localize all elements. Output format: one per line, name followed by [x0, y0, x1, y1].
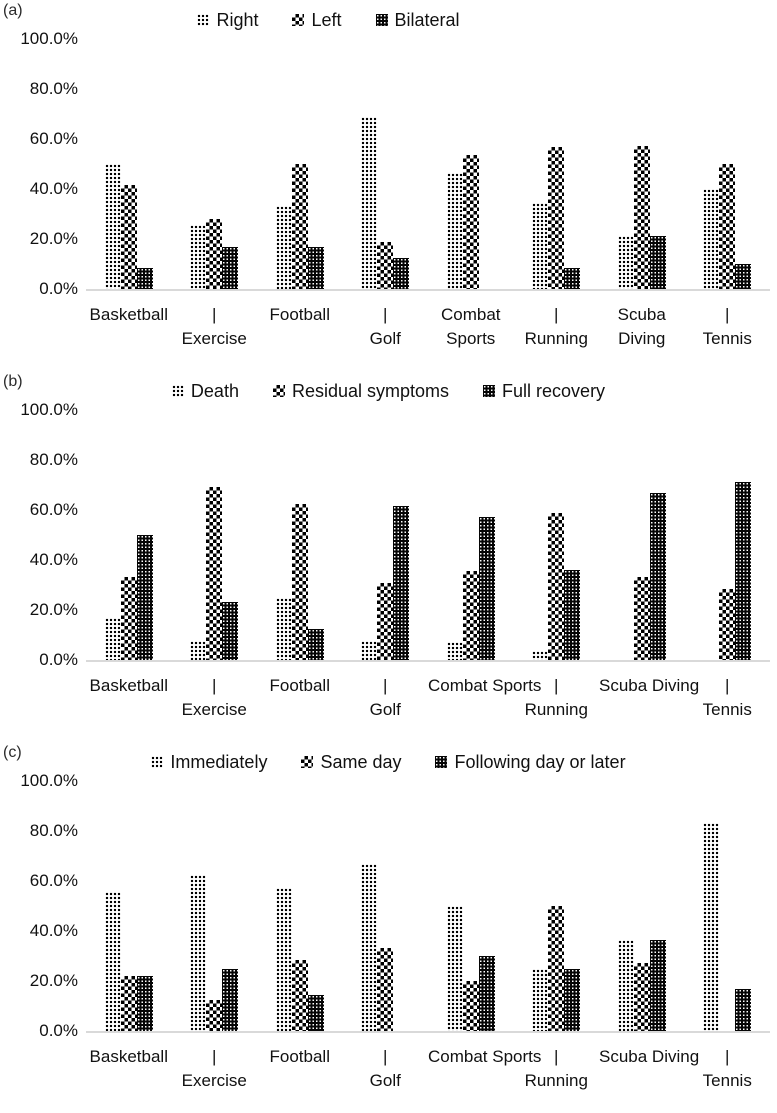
x-tick-line1: Basketball: [89, 1047, 168, 1066]
plot-bars: [86, 781, 770, 1031]
bar-group-golf: [343, 117, 429, 289]
bar: [703, 189, 719, 289]
x-tick-line2: Exercise: [181, 1071, 247, 1090]
bar-group-golf: [343, 864, 429, 1031]
bar: [479, 517, 495, 660]
bar: [650, 493, 666, 660]
legend-label: Full recovery: [502, 380, 606, 401]
bar: [393, 258, 409, 289]
legend-label: Following day or later: [454, 751, 626, 772]
y-tick-label: 40.0%: [29, 921, 78, 940]
bar: [222, 247, 238, 289]
x-tick-line1: |: [554, 1047, 559, 1066]
legend-item: [435, 752, 625, 773]
x-tick-line1: Combat Sports: [428, 676, 542, 695]
y-tick-label: 20.0%: [29, 600, 78, 619]
dotted-swatch-icon: [172, 385, 184, 397]
x-tick-column: [514, 674, 600, 722]
panel-label: (b): [3, 373, 23, 390]
x-tick-line1: |: [383, 1047, 388, 1066]
bar-group-basketball: [86, 164, 172, 289]
x-tick-line1: |: [383, 676, 388, 695]
bar: [650, 940, 666, 1031]
dark-grid-swatch-icon: [483, 385, 495, 397]
y-tick-label: 0.0%: [39, 1021, 78, 1040]
x-tick-line1: |: [725, 1047, 730, 1066]
y-axis: [0, 29, 86, 298]
x-tick-line1: Scuba: [617, 305, 666, 324]
x-tick-line2: Sports: [446, 329, 496, 348]
y-tick-label: 60.0%: [29, 129, 78, 148]
x-tick-line2: Running: [524, 700, 588, 719]
x-tick-column: [599, 674, 700, 722]
bar: [719, 164, 735, 289]
y-tick-label: 60.0%: [29, 871, 78, 890]
bar: [447, 906, 463, 1031]
legend-item: [151, 752, 267, 773]
bar-group-combat-sports: [428, 155, 514, 289]
legend-item: [197, 10, 258, 31]
x-tick-line1: Football: [269, 305, 330, 324]
x-tick-line1: Scuba Diving: [599, 1047, 700, 1066]
x-tick-line1: |: [383, 305, 388, 324]
x-tick-column: [172, 303, 258, 351]
bar: [190, 875, 206, 1031]
bar-group-tennis: [685, 164, 771, 289]
bar: [532, 651, 548, 661]
y-tick-label: 20.0%: [29, 971, 78, 990]
x-axis-labels: [86, 303, 770, 351]
plot-row: [0, 771, 777, 1040]
dotted-swatch-icon: [197, 14, 209, 26]
x-tick-line2: Golf: [369, 700, 401, 719]
bar: [719, 589, 735, 661]
plot-row: [0, 29, 777, 298]
x-tick-column: [599, 1045, 700, 1093]
bar: [618, 940, 634, 1031]
plot-area: [86, 39, 770, 291]
dark-grid-swatch-icon: [376, 14, 388, 26]
bar: [618, 236, 634, 290]
x-tick-column: [86, 1045, 172, 1093]
bar: [292, 504, 308, 660]
bar: [308, 247, 324, 289]
x-tick-column: [343, 674, 429, 722]
bar: [703, 823, 719, 1031]
x-tick-column: [257, 303, 343, 351]
x-tick-column: [428, 1045, 542, 1093]
y-axis: [0, 400, 86, 669]
y-tick-label: 100.0%: [20, 400, 78, 419]
x-axis-labels: [86, 1045, 770, 1093]
x-tick-column: [257, 1045, 343, 1093]
legend-item: [301, 752, 401, 773]
checkerboard-swatch-icon: [273, 385, 285, 397]
bar: [463, 155, 479, 289]
dotted-swatch-icon: [151, 756, 163, 768]
x-tick-line1: Combat: [440, 305, 501, 324]
checkerboard-swatch-icon: [292, 14, 304, 26]
x-tick-line2: Tennis: [702, 329, 752, 348]
x-tick-line2: Running: [524, 329, 588, 348]
bar-group-running: [514, 513, 600, 661]
bar-group-basketball: [86, 535, 172, 660]
bar: [121, 976, 137, 1032]
bar-group-football: [257, 888, 343, 1031]
bar: [276, 888, 292, 1031]
bar: [393, 506, 409, 660]
bar: [463, 981, 479, 1031]
y-tick-label: 20.0%: [29, 229, 78, 248]
bar: [548, 513, 564, 661]
legend: [0, 371, 777, 403]
bar-group-combat-sports: [428, 517, 514, 660]
bar: [121, 577, 137, 660]
bar: [377, 583, 393, 660]
bar-group-football: [257, 504, 343, 660]
bar-group-scuba-diving: [599, 940, 685, 1031]
bar: [105, 164, 121, 289]
x-tick-column: [257, 674, 343, 722]
plot-bars: [86, 39, 770, 289]
x-tick-column: [599, 303, 685, 351]
legend-item: [483, 381, 605, 402]
bar: [377, 242, 393, 289]
bar: [548, 906, 564, 1031]
x-tick-line1: |: [554, 305, 559, 324]
x-tick-column: [514, 303, 600, 351]
x-tick-line2: Running: [524, 1071, 588, 1090]
legend-label: Residual symptoms: [291, 380, 450, 401]
x-tick-line1: Scuba Diving: [599, 676, 700, 695]
x-tick-column: [172, 1045, 258, 1093]
y-tick-label: 60.0%: [29, 500, 78, 519]
bar: [463, 571, 479, 660]
x-tick-column: [428, 674, 542, 722]
plot-area: [86, 781, 770, 1033]
x-tick-line2: Exercise: [181, 329, 247, 348]
legend-label: Right: [216, 9, 259, 30]
bar: [634, 146, 650, 289]
bar: [222, 969, 238, 1032]
bar: [222, 602, 238, 660]
bar: [206, 1000, 222, 1031]
bar: [292, 960, 308, 1032]
y-tick-label: 100.0%: [20, 29, 78, 48]
x-tick-column: [343, 1045, 429, 1093]
x-tick-column: [86, 303, 172, 351]
bar-group-running: [514, 906, 600, 1031]
bar: [121, 185, 137, 289]
x-tick-line1: Combat Sports: [428, 1047, 542, 1066]
bar: [292, 164, 308, 289]
y-tick-label: 40.0%: [29, 550, 78, 569]
legend-label: Same day: [320, 751, 402, 772]
bar-group-exercise: [172, 875, 258, 1031]
x-axis-labels: [86, 674, 770, 722]
x-tick-line2: Golf: [369, 329, 401, 348]
plot-area: [86, 410, 770, 662]
bar: [190, 225, 206, 289]
plot-row: [0, 400, 777, 669]
bar: [361, 864, 377, 1031]
bar-group-tennis: [685, 823, 771, 1031]
bar: [308, 995, 324, 1031]
bar-group-running: [514, 147, 600, 289]
bar-group-golf: [343, 506, 429, 660]
x-tick-line1: |: [212, 1047, 217, 1066]
x-tick-line2: Golf: [369, 1071, 401, 1090]
x-tick-line2: Tennis: [702, 700, 752, 719]
bar: [634, 963, 650, 1031]
x-tick-line1: |: [212, 305, 217, 324]
bar-group-combat-sports: [428, 906, 514, 1031]
x-tick-column: [514, 1045, 600, 1093]
x-tick-column: [685, 1045, 771, 1093]
panel-label: (a): [3, 2, 23, 19]
bar: [105, 618, 121, 660]
bar-group-tennis: [685, 482, 771, 661]
legend-label: Death: [190, 380, 239, 401]
legend: [0, 742, 777, 774]
y-tick-label: 0.0%: [39, 650, 78, 669]
legend-item: [172, 381, 239, 402]
x-tick-column: [172, 674, 258, 722]
legend-item: [273, 381, 449, 402]
bar: [564, 969, 580, 1032]
bar: [190, 641, 206, 660]
bar: [276, 598, 292, 661]
legend-item: [292, 10, 341, 31]
x-tick-column: [685, 674, 771, 722]
bar: [532, 203, 548, 289]
legend: [0, 0, 777, 32]
bar: [137, 976, 153, 1032]
bar-group-football: [257, 164, 343, 289]
y-axis: [0, 771, 86, 1040]
y-tick-label: 100.0%: [20, 771, 78, 790]
bar: [735, 264, 751, 289]
bar-group-scuba-diving: [599, 493, 685, 660]
bar: [532, 969, 548, 1032]
bar: [447, 642, 463, 660]
legend-label: Bilateral: [394, 9, 460, 30]
bar: [479, 956, 495, 1031]
bar: [137, 535, 153, 660]
y-tick-label: 80.0%: [29, 821, 78, 840]
bar: [548, 147, 564, 289]
bar-group-exercise: [172, 487, 258, 660]
bar: [206, 219, 222, 290]
y-tick-label: 80.0%: [29, 79, 78, 98]
bar: [650, 236, 666, 290]
bar: [308, 629, 324, 660]
x-tick-line1: Football: [269, 676, 330, 695]
bar: [634, 577, 650, 660]
legend-label: Immediately: [170, 751, 268, 772]
x-tick-line1: Basketball: [89, 305, 168, 324]
bar: [447, 173, 463, 289]
bar: [105, 892, 121, 1031]
checkerboard-swatch-icon: [301, 756, 313, 768]
x-tick-line1: |: [554, 676, 559, 695]
x-tick-line1: |: [725, 305, 730, 324]
x-tick-line1: |: [212, 676, 217, 695]
bar-group-exercise: [172, 219, 258, 290]
panel-label: (c): [3, 744, 22, 761]
x-tick-column: [685, 303, 771, 351]
bar-group-basketball: [86, 892, 172, 1031]
y-tick-label: 0.0%: [39, 279, 78, 298]
bar-group-scuba-diving: [599, 146, 685, 289]
chart-panel-a: [0, 0, 777, 371]
bar: [276, 206, 292, 289]
bar: [564, 268, 580, 290]
x-tick-line2: Diving: [618, 329, 666, 348]
bar: [361, 117, 377, 289]
y-tick-label: 40.0%: [29, 179, 78, 198]
legend-item: [376, 10, 460, 31]
bar: [735, 989, 751, 1031]
x-tick-line1: Basketball: [89, 676, 168, 695]
bar: [206, 487, 222, 660]
x-tick-line1: Football: [269, 1047, 330, 1066]
bar: [735, 482, 751, 661]
x-tick-column: [86, 674, 172, 722]
y-tick-label: 80.0%: [29, 450, 78, 469]
bar: [137, 268, 153, 289]
x-tick-line1: |: [725, 676, 730, 695]
plot-bars: [86, 410, 770, 660]
legend-label: Left: [311, 9, 342, 30]
chart-panel-b: [0, 371, 777, 742]
x-tick-line2: Tennis: [702, 1071, 752, 1090]
x-tick-column: [343, 303, 429, 351]
dark-grid-swatch-icon: [435, 756, 447, 768]
x-tick-line2: Exercise: [181, 700, 247, 719]
x-tick-column: [428, 303, 514, 351]
chart-panel-c: [0, 742, 777, 1113]
bar: [377, 948, 393, 1031]
bar: [361, 641, 377, 660]
bar: [564, 570, 580, 660]
